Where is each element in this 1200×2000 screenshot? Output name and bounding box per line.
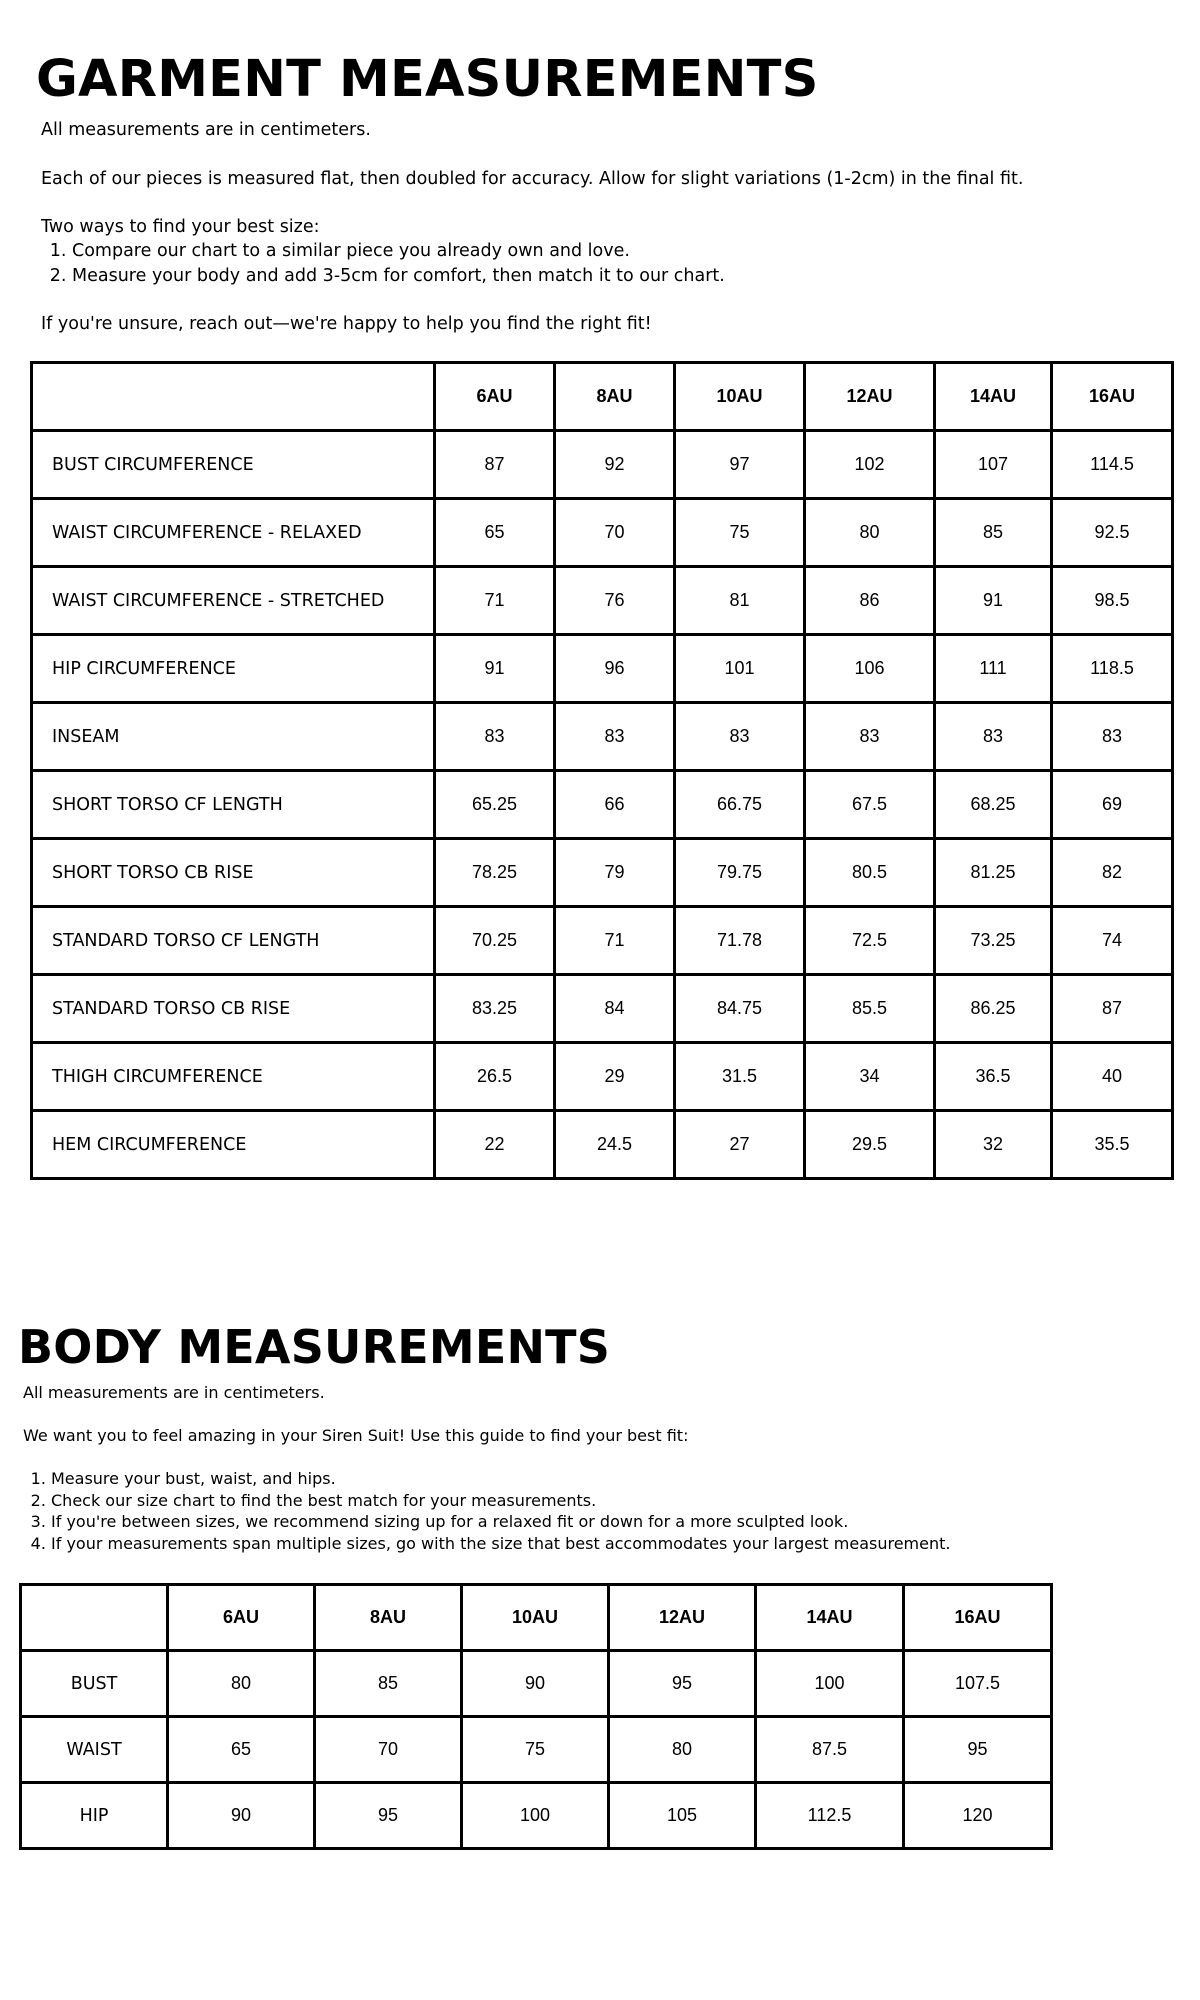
row-label: STANDARD TORSO CB RISE [32, 975, 435, 1043]
table-cell: 87 [1052, 975, 1173, 1043]
table-cell: 71.78 [675, 907, 805, 975]
table-cell: 111 [935, 635, 1052, 703]
size-header-14au: 14AU [935, 363, 1052, 431]
table-cell: 112.5 [756, 1783, 904, 1849]
table-cell: 83 [805, 703, 935, 771]
garment-intro [41, 118, 1023, 337]
table-cell: 107.5 [904, 1651, 1052, 1717]
table-cell: 106 [805, 635, 935, 703]
table-cell: 26.5 [435, 1043, 555, 1111]
table-cell: 70 [315, 1717, 462, 1783]
table-cell: 65 [168, 1717, 315, 1783]
table-cell: 100 [462, 1783, 609, 1849]
table-cell: 78.25 [435, 839, 555, 907]
body-intro-text: We want you to feel amazing in your Siren Suit! Use this guide to find your best fit: [23, 1426, 689, 1445]
table-cell: 80 [609, 1717, 756, 1783]
body-title: BODY MEASUREMENTS [18, 1320, 611, 1374]
table-corner-cell [21, 1585, 168, 1651]
table-cell: 86.25 [935, 975, 1052, 1043]
table-cell: 92.5 [1052, 499, 1173, 567]
table-cell: 65 [435, 499, 555, 567]
table-cell: 31.5 [675, 1043, 805, 1111]
garment-method-note: Each of our pieces is measured flat, then doubled for accuracy. Allow for slight variations (1-2cm) in the final fit. [41, 168, 1024, 189]
table-cell: 76 [555, 567, 675, 635]
table-cell: 90 [462, 1651, 609, 1717]
table-cell: 114.5 [1052, 431, 1173, 499]
table-header-row [32, 363, 1173, 431]
table-cell: 24.5 [555, 1111, 675, 1179]
table-row [32, 975, 1173, 1043]
table-cell: 35.5 [1052, 1111, 1173, 1179]
table-cell: 83.25 [435, 975, 555, 1043]
table-row [32, 839, 1173, 907]
table-cell: 83 [435, 703, 555, 771]
body-units-note: All measurements are in centimeters. [23, 1383, 325, 1402]
table-cell: 83 [935, 703, 1052, 771]
table-cell: 70.25 [435, 907, 555, 975]
table-cell: 100 [756, 1651, 904, 1717]
table-cell: 66.75 [675, 771, 805, 839]
table-cell: 92 [555, 431, 675, 499]
table-row [21, 1783, 1052, 1849]
table-cell: 80 [168, 1651, 315, 1717]
table-row [32, 907, 1173, 975]
body-intro [23, 1382, 950, 1554]
table-cell: 74 [1052, 907, 1173, 975]
table-cell: 70 [555, 499, 675, 567]
table-cell: 87.5 [756, 1717, 904, 1783]
table-row [32, 499, 1173, 567]
table-cell: 101 [675, 635, 805, 703]
table-cell: 71 [435, 567, 555, 635]
list-item: 1. Compare our chart to a similar piece you already own and love. [72, 239, 1023, 263]
table-cell: 32 [935, 1111, 1052, 1179]
table-row [32, 567, 1173, 635]
list-item: 4. If your measurements span multiple sizes, go with the size that best accommodates your largest measurement. [51, 1533, 950, 1555]
garment-ways-list [41, 239, 1023, 288]
table-cell: 67.5 [805, 771, 935, 839]
table-cell: 40 [1052, 1043, 1173, 1111]
list-item: 2. Check our size chart to find the best match for your measurements. [51, 1490, 950, 1512]
table-row [32, 703, 1173, 771]
row-label: STANDARD TORSO CF LENGTH [32, 907, 435, 975]
table-cell: 83 [675, 703, 805, 771]
table-row [21, 1651, 1052, 1717]
table-cell: 85 [315, 1651, 462, 1717]
row-label: WAIST CIRCUMFERENCE - RELAXED [32, 499, 435, 567]
size-header-6au: 6AU [168, 1585, 315, 1651]
table-cell: 95 [315, 1783, 462, 1849]
table-cell: 90 [168, 1783, 315, 1849]
table-cell: 95 [904, 1717, 1052, 1783]
table-cell: 96 [555, 635, 675, 703]
row-label: HIP [21, 1783, 168, 1849]
table-cell: 95 [609, 1651, 756, 1717]
table-cell: 36.5 [935, 1043, 1052, 1111]
row-label: BUST [21, 1651, 168, 1717]
table-cell: 79 [555, 839, 675, 907]
table-cell: 34 [805, 1043, 935, 1111]
table-cell: 83 [555, 703, 675, 771]
garment-title: GARMENT MEASUREMENTS [36, 50, 819, 109]
row-label: HEM CIRCUMFERENCE [32, 1111, 435, 1179]
table-cell: 97 [675, 431, 805, 499]
table-row [32, 1043, 1173, 1111]
row-label: BUST CIRCUMFERENCE [32, 431, 435, 499]
row-label: INSEAM [32, 703, 435, 771]
row-label: WAIST CIRCUMFERENCE - STRETCHED [32, 567, 435, 635]
table-cell: 102 [805, 431, 935, 499]
size-header-10au: 10AU [462, 1585, 609, 1651]
garment-size-table [30, 361, 1174, 1180]
garment-ways-heading: Two ways to find your best size: [41, 217, 320, 238]
table-cell: 80.5 [805, 839, 935, 907]
table-cell: 84.75 [675, 975, 805, 1043]
table-corner-cell [32, 363, 435, 431]
size-header-16au: 16AU [904, 1585, 1052, 1651]
row-label: HIP CIRCUMFERENCE [32, 635, 435, 703]
row-label: WAIST [21, 1717, 168, 1783]
table-cell: 85 [935, 499, 1052, 567]
list-item: 1. Measure your bust, waist, and hips. [51, 1468, 950, 1490]
table-cell: 86 [805, 567, 935, 635]
table-cell: 75 [675, 499, 805, 567]
table-cell: 22 [435, 1111, 555, 1179]
list-item: 2. Measure your body and add 3-5cm for comfort, then match it to our chart. [72, 264, 1023, 288]
table-cell: 68.25 [935, 771, 1052, 839]
size-header-6au: 6AU [435, 363, 555, 431]
size-header-8au: 8AU [315, 1585, 462, 1651]
size-header-10au: 10AU [675, 363, 805, 431]
table-cell: 29 [555, 1043, 675, 1111]
table-cell: 81 [675, 567, 805, 635]
table-row [21, 1717, 1052, 1783]
size-header-12au: 12AU [609, 1585, 756, 1651]
table-cell: 81.25 [935, 839, 1052, 907]
table-cell: 87 [435, 431, 555, 499]
table-cell: 73.25 [935, 907, 1052, 975]
body-steps-list [23, 1468, 950, 1554]
table-cell: 65.25 [435, 771, 555, 839]
table-cell: 82 [1052, 839, 1173, 907]
table-row [32, 771, 1173, 839]
table-cell: 79.75 [675, 839, 805, 907]
table-cell: 83 [1052, 703, 1173, 771]
table-cell: 72.5 [805, 907, 935, 975]
row-label: THIGH CIRCUMFERENCE [32, 1043, 435, 1111]
table-cell: 91 [435, 635, 555, 703]
body-size-table [19, 1583, 1053, 1850]
table-cell: 120 [904, 1783, 1052, 1849]
table-cell: 118.5 [1052, 635, 1173, 703]
table-cell: 66 [555, 771, 675, 839]
table-cell: 85.5 [805, 975, 935, 1043]
size-header-14au: 14AU [756, 1585, 904, 1651]
list-item: 3. If you're between sizes, we recommend sizing up for a relaxed fit or down for a more sculpted look. [51, 1511, 950, 1533]
table-cell: 91 [935, 567, 1052, 635]
table-cell: 69 [1052, 771, 1173, 839]
table-cell: 75 [462, 1717, 609, 1783]
row-label: SHORT TORSO CF LENGTH [32, 771, 435, 839]
table-cell: 27 [675, 1111, 805, 1179]
table-row [32, 431, 1173, 499]
table-cell: 105 [609, 1783, 756, 1849]
table-cell: 84 [555, 975, 675, 1043]
row-label: SHORT TORSO CB RISE [32, 839, 435, 907]
table-cell: 98.5 [1052, 567, 1173, 635]
garment-units-note: All measurements are in centimeters. [41, 120, 371, 140]
size-header-16au: 16AU [1052, 363, 1173, 431]
table-row [32, 1111, 1173, 1179]
table-header-row [21, 1585, 1052, 1651]
table-cell: 71 [555, 907, 675, 975]
garment-help-note: If you're unsure, reach out—we're happy to help you find the right fit! [41, 314, 652, 335]
size-header-12au: 12AU [805, 363, 935, 431]
table-cell: 80 [805, 499, 935, 567]
table-cell: 107 [935, 431, 1052, 499]
table-row [32, 635, 1173, 703]
size-header-8au: 8AU [555, 363, 675, 431]
table-cell: 29.5 [805, 1111, 935, 1179]
